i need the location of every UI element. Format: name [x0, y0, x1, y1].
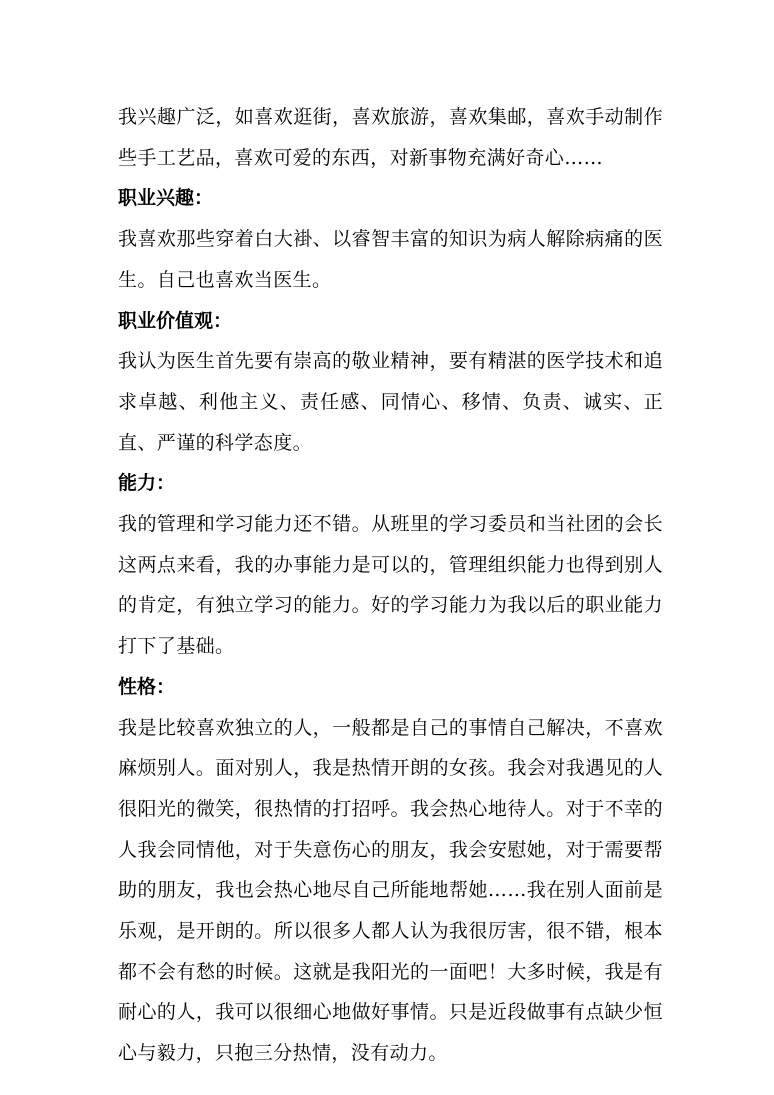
- heading-career-values: 职业价值观：: [118, 309, 233, 332]
- heading-career-interest: 职业兴趣：: [118, 187, 214, 210]
- heading-personality: 性格：: [118, 675, 176, 698]
- career-interest-paragraph: 我喜欢那些穿着白大褂、以睿智丰富的知识为病人解除病痛的医生。自己也喜欢当医生。: [118, 228, 663, 291]
- personality-paragraph: 我是比较喜欢独立的人，一般都是自己的事情自己解决，不喜欢麻烦别人。面对别人，我是热情开朗的女孩。我会对我遇见的人很阳光的微笑，很热情的打招呼。我会热心地待人。对于不幸的人我会同情他，对于失意伤心的朋友，我会安慰她，对于需要帮助的朋友，我也会热心地尽自己所能地帮她……我在别人面前是乐观，是开朗的。所以很多人都人认为我很厉害，很不错，根本都不会有愁的时候。这就是我阳光的一面吧！大多时候，我是有耐心的人，我可以很细心地做好事情。只是近段做事有点缺少恒心与毅力，只抱三分热情，没有动力。: [118, 716, 663, 1065]
- document-page: [118, 97, 663, 1074]
- ability-paragraph: 我的管理和学习能力还不错。从班里的学习委员和当社团的会长这两点来看，我的办事能力是可以的，管理组织能力也得到别人的肯定，有独立学习的能力。好的学习能力为我以后的职业能力打下了基础。: [118, 513, 663, 658]
- career-values-paragraph: 我认为医生首先要有崇高的敬业精神，要有精湛的医学技术和追求卓越、利他主义、责任感、同情心、移情、负责、诚实、正直、严谨的科学态度。: [118, 350, 663, 454]
- intro-paragraph: 我兴趣广泛，如喜欢逛街，喜欢旅游，喜欢集邮，喜欢手动制作些手工艺品，喜欢可爱的东西，对新事物充满好奇心……: [118, 106, 663, 169]
- heading-ability: 能力：: [118, 472, 176, 495]
